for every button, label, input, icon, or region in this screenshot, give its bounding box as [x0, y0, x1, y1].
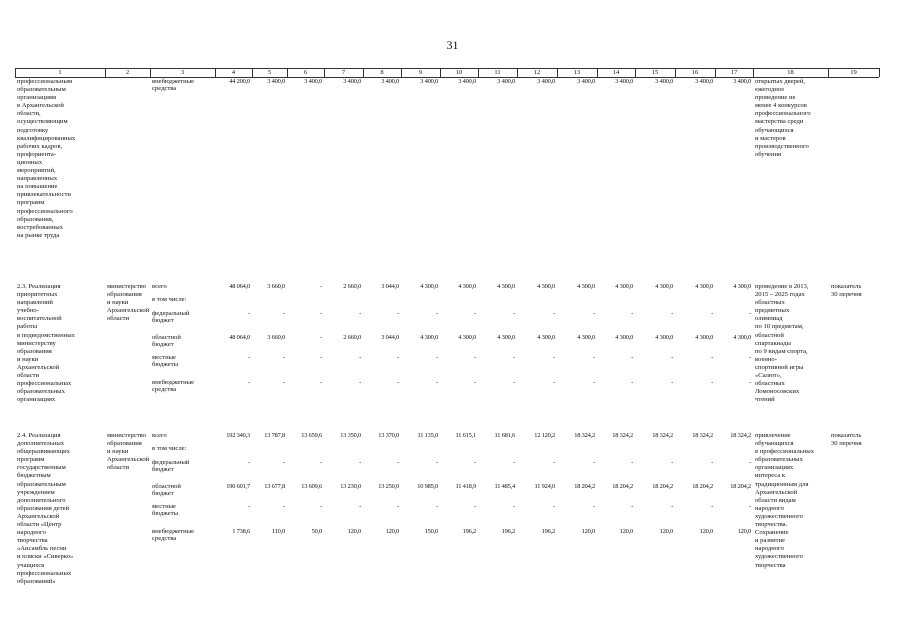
column-number-14: 14 [612, 69, 620, 76]
funding-value: - [320, 334, 322, 341]
funding-value: 11 615,1 [455, 432, 476, 439]
funding-value: - [474, 503, 476, 510]
funding-value: 4 300,0 [655, 334, 673, 341]
funding-value: 3 400,0 [343, 78, 361, 85]
funding-value: - [593, 503, 595, 510]
funding-value: 190 601,7 [226, 483, 250, 490]
funding-value: 13 230,0 [340, 483, 361, 490]
funding-source-label: всего [152, 432, 167, 439]
funding-value: - [553, 354, 555, 361]
funding-value: - [283, 310, 285, 317]
funding-value: - [631, 310, 633, 317]
expected-result: открытых дверей, ежегодное проведение не менее 4 конкурсов профессионального мастерства среди обучающихся и мастеров производственного обучения [755, 78, 811, 158]
funding-value: - [474, 379, 476, 386]
funding-value: - [749, 310, 751, 317]
column-number-7: 7 [341, 69, 346, 76]
funding-value: - [749, 459, 751, 466]
funding-value: 13 609,6 [301, 483, 322, 490]
funding-value: 4 300,0 [655, 283, 673, 290]
funding-value: 13 350,0 [340, 432, 361, 439]
funding-value: 4 300,0 [537, 283, 555, 290]
funding-value: - [631, 459, 633, 466]
funding-value: 13 250,0 [378, 483, 399, 490]
funding-value: 11 485,4 [494, 483, 515, 490]
funding-source-label: внебюджетные средства [152, 379, 195, 394]
funding-value: - [436, 310, 438, 317]
funding-value: 18 324,2 [730, 432, 751, 439]
funding-value: - [248, 379, 250, 386]
funding-value: - [474, 310, 476, 317]
funding-value: 48 064,0 [229, 334, 250, 341]
row-executor: министерство образования и науки Архангельской области [107, 432, 150, 472]
funding-value: - [749, 354, 751, 361]
funding-value: 3 400,0 [304, 78, 322, 85]
funding-value: 4 300,0 [733, 283, 751, 290]
funding-value: 13 370,0 [378, 432, 399, 439]
funding-value: 4 300,0 [497, 334, 515, 341]
funding-value: - [248, 354, 250, 361]
funding-value: - [320, 354, 322, 361]
funding-value: - [749, 503, 751, 510]
funding-value: 2 660,0 [343, 334, 361, 341]
funding-source-label: внебюджетные средства [152, 78, 195, 93]
funding-value: 11 135,0 [417, 432, 438, 439]
funding-value: - [631, 379, 633, 386]
expected-result: привлечение обучающихся в профессиональных образовательных организациях интереса к традиционным для Архангельской области видам народного художественного творчества. Сохранение и развитие народного художественного творчества [755, 432, 814, 569]
funding-value: 120,0 [659, 528, 673, 535]
column-number-5: 5 [267, 69, 272, 76]
column-number-13: 13 [573, 69, 581, 76]
funding-value: - [397, 459, 399, 466]
funding-value: 150,0 [424, 528, 438, 535]
funding-value: 4 300,0 [615, 283, 633, 290]
funding-value: 18 204,2 [612, 483, 633, 490]
funding-value: - [671, 354, 673, 361]
row-executor: министерство образования и науки Архангельской области [107, 283, 150, 323]
funding-value: - [593, 379, 595, 386]
funding-value: - [671, 379, 673, 386]
funding-value: - [320, 503, 322, 510]
funding-value: 3 660,0 [267, 283, 285, 290]
column-number-12: 12 [533, 69, 541, 76]
funding-value: - [631, 503, 633, 510]
funding-value: 3 400,0 [497, 78, 515, 85]
column-number-16: 16 [691, 69, 699, 76]
funding-value: - [553, 459, 555, 466]
funding-value: - [553, 503, 555, 510]
indicator-reference: показатель 30 перечня [831, 283, 862, 299]
funding-value: 50,0 [311, 528, 322, 535]
funding-value: 18 324,2 [692, 432, 713, 439]
funding-value: - [711, 379, 713, 386]
funding-value: - [248, 310, 250, 317]
funding-source-label: в том числе: [152, 296, 187, 303]
funding-value: 4 300,0 [420, 283, 438, 290]
funding-value: 4 300,0 [458, 283, 476, 290]
funding-value: 4 300,0 [695, 283, 713, 290]
funding-value: 196,2 [501, 528, 515, 535]
funding-value: - [359, 503, 361, 510]
column-number-9: 9 [418, 69, 423, 76]
funding-value: - [671, 503, 673, 510]
funding-value: - [671, 459, 673, 466]
funding-value: - [711, 310, 713, 317]
funding-value: - [436, 354, 438, 361]
funding-value: 44 200,0 [229, 78, 250, 85]
column-number-1: 1 [58, 69, 62, 76]
funding-value: 18 324,2 [612, 432, 633, 439]
funding-value: - [553, 310, 555, 317]
funding-value: 120,0 [699, 528, 713, 535]
funding-value: 18 324,2 [652, 432, 673, 439]
funding-value: 4 300,0 [497, 283, 515, 290]
row-description: 2.3. Реализация приоритетных направлений учебно- воспитательной работы в подведомственных министерству образования и науки Архангельской области профессиональных образовательных организациях [17, 283, 75, 404]
funding-value: 13 677,8 [264, 483, 285, 490]
funding-value: - [320, 379, 322, 386]
funding-value: - [397, 354, 399, 361]
funding-value: - [593, 354, 595, 361]
funding-value: 12 120,2 [534, 432, 555, 439]
funding-value: 3 400,0 [381, 78, 399, 85]
funding-value: - [513, 503, 515, 510]
funding-value: - [474, 459, 476, 466]
funding-value: 110,0 [271, 528, 285, 535]
funding-value: 3 400,0 [695, 78, 713, 85]
column-divider [879, 68, 880, 77]
funding-source-label: федеральный бюджет [152, 459, 190, 474]
funding-value: 18 204,2 [652, 483, 673, 490]
column-number-17: 17 [730, 69, 738, 76]
funding-value: - [397, 503, 399, 510]
funding-value: 4 300,0 [577, 334, 595, 341]
funding-value: 192 340,3 [226, 432, 250, 439]
page-number: 31 [446, 38, 459, 52]
funding-value: 13 659,6 [301, 432, 322, 439]
funding-value: 4 300,0 [420, 334, 438, 341]
column-number-11: 11 [494, 69, 501, 76]
funding-source-label: местные бюджеты [152, 354, 179, 369]
funding-value: - [711, 459, 713, 466]
funding-value: 4 300,0 [615, 334, 633, 341]
funding-value: - [436, 379, 438, 386]
column-number-19: 19 [850, 69, 857, 76]
funding-value: 11 924,0 [534, 483, 555, 490]
funding-value: 3 044,0 [381, 334, 399, 341]
funding-value: - [749, 379, 751, 386]
funding-value: - [593, 459, 595, 466]
funding-value: 4 300,0 [537, 334, 555, 341]
funding-value: 4 300,0 [695, 334, 713, 341]
funding-value: - [513, 354, 515, 361]
funding-value: - [248, 503, 250, 510]
funding-value: - [711, 354, 713, 361]
funding-value: - [320, 459, 322, 466]
funding-value: 196,2 [462, 528, 476, 535]
funding-value: - [359, 310, 361, 317]
budget-table [15, 68, 879, 638]
funding-value: 120,0 [385, 528, 399, 535]
column-number-15: 15 [651, 69, 659, 76]
funding-source-label: внебюджетные средства [152, 528, 195, 543]
funding-value: 18 324,2 [574, 432, 595, 439]
column-number-3: 3 [180, 69, 185, 76]
funding-value: - [553, 379, 555, 386]
funding-value: - [359, 354, 361, 361]
funding-value: 3 400,0 [577, 78, 595, 85]
column-number-18: 18 [787, 69, 794, 76]
funding-value: - [513, 459, 515, 466]
funding-value: - [513, 379, 515, 386]
funding-value: 18 204,2 [692, 483, 713, 490]
funding-value: 3 400,0 [733, 78, 751, 85]
column-number-8: 8 [380, 69, 384, 76]
column-number-2: 2 [125, 69, 130, 76]
funding-value: 3 044,0 [381, 283, 399, 290]
funding-value: - [436, 503, 438, 510]
funding-source-label: в том числе: [152, 445, 187, 452]
funding-value: 13 787,8 [264, 432, 285, 439]
funding-value: 3 400,0 [655, 78, 673, 85]
funding-value: - [283, 503, 285, 510]
funding-value: - [397, 310, 399, 317]
funding-value: - [513, 310, 515, 317]
funding-value: 11 418,9 [455, 483, 476, 490]
funding-source-label: всего [152, 283, 167, 290]
funding-value: - [248, 459, 250, 466]
funding-source-label: областной бюджет [152, 334, 181, 349]
funding-value: 3 400,0 [615, 78, 633, 85]
funding-value: - [474, 354, 476, 361]
funding-value: 196,2 [541, 528, 555, 535]
funding-value: - [283, 379, 285, 386]
funding-value: 18 204,2 [574, 483, 595, 490]
funding-value: 10 985,0 [417, 483, 438, 490]
funding-value: - [359, 459, 361, 466]
funding-value: - [320, 310, 322, 317]
row-description: профессиональным образовательным организациям в Архангельской области, осуществляющим подготовку квалифицированных рабочих кадров, профориента- ционных мероприятий, направленных на повышение привлекательности программ профессионального образования, востребованных на рынке труда [17, 78, 76, 239]
funding-value: 120,0 [581, 528, 595, 535]
funding-value: 3 400,0 [267, 78, 285, 85]
funding-value: - [436, 459, 438, 466]
row-description: 2.4. Реализация дополнительных общеразвивающих программ государственным бюджетным образовательным учреждением дополнительного образования детей Архангельской области «Центр народного творчества «Ансамбль песни и пляски «Сиверко» учащихся профессиональных образований» [17, 432, 74, 585]
funding-value: - [711, 503, 713, 510]
funding-value: 3 660,0 [267, 334, 285, 341]
funding-value: 1 738,6 [232, 528, 250, 535]
funding-value: 48 064,0 [229, 283, 250, 290]
funding-value: - [283, 459, 285, 466]
funding-value: 4 300,0 [458, 334, 476, 341]
funding-value: - [631, 354, 633, 361]
funding-value: - [320, 283, 322, 290]
funding-value: 2 660,0 [343, 283, 361, 290]
funding-value: - [397, 379, 399, 386]
expected-result: проведение в 2013, 2015 – 2025 годах областных предметных олимпиад по 10 предметам, областной спартакиады по 9 видам спорта, военно- спортивной игры «Салют», областных Ломоносовских чтений [755, 283, 809, 404]
funding-source-label: областной бюджет [152, 483, 181, 498]
funding-value: 4 300,0 [733, 334, 751, 341]
funding-value: 120,0 [347, 528, 361, 535]
funding-value: - [283, 354, 285, 361]
column-number-4: 4 [231, 69, 236, 76]
funding-value: - [593, 310, 595, 317]
funding-value: 11 681,6 [494, 432, 515, 439]
funding-value: 3 400,0 [537, 78, 555, 85]
funding-value: - [671, 310, 673, 317]
funding-value: 120,0 [737, 528, 751, 535]
funding-source-label: местные бюджеты [152, 503, 179, 518]
funding-value: 120,0 [619, 528, 633, 535]
funding-source-label: федеральный бюджет [152, 310, 190, 325]
column-number-10: 10 [455, 69, 463, 76]
column-number-6: 6 [303, 69, 308, 76]
funding-value: 3 400,0 [420, 78, 438, 85]
funding-value: 4 300,0 [577, 283, 595, 290]
funding-value: 18 204,2 [730, 483, 751, 490]
funding-value: - [359, 379, 361, 386]
funding-value: 3 400,0 [458, 78, 476, 85]
indicator-reference: показатель 30 перечня [831, 432, 862, 448]
